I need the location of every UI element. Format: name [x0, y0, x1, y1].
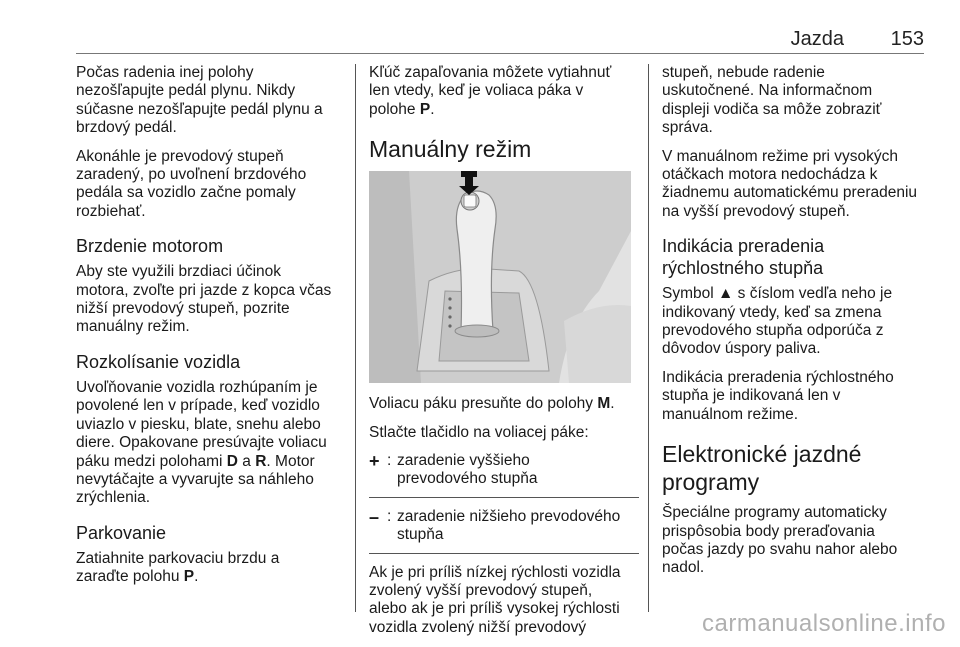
- gear-p: P: [183, 568, 195, 586]
- text-run: a: [237, 452, 256, 470]
- column-3: [662, 64, 932, 588]
- definition-text: zaradenie nižšieho prevodového stupňa: [397, 507, 621, 544]
- paragraph-rocking: [76, 379, 346, 508]
- gear-p: P: [419, 100, 431, 118]
- section-title: Jazda: [790, 28, 844, 50]
- column-2: [369, 64, 639, 647]
- paragraph-gear-engaged: Akonáhle je prevodový stupeň zaradený, po uvoľnení brzdového pedála sa vozidlo začne pomaly rozbiehať.: [76, 147, 307, 220]
- column-1: [76, 64, 346, 597]
- text-run: . Motor nevytáčajte a vyvarujte sa náhleho zrýchlenia.: [76, 452, 315, 507]
- column-divider-2: [648, 64, 649, 612]
- gear-r: R: [255, 452, 267, 470]
- plus-icon: +: [369, 451, 380, 472]
- heading-parking: Parkovanie: [76, 522, 167, 543]
- heading-shift-indicator: Indikácia preradenia rýchlostného stupňa: [662, 236, 825, 279]
- text-run: Symbol: [662, 285, 718, 303]
- paragraph-speed-warning: Ak je pri príliš nízkej rýchlosti vozidla zvolený vyšší prevodový stupeň, alebo ak je pri príliš vysokej rýchlosti vozidla zvolený nižší prevodový: [369, 563, 621, 636]
- triangle-up-icon: ▲: [718, 285, 734, 303]
- paragraph-programs: Špeciálne programy automaticky prispôsobia body preraďovania počas jazdy po svahu nahor alebo nadol.: [662, 504, 898, 577]
- text-run: s číslom vedľa neho je indikovaný vtedy, keď sa zmena prevodového stupňa odporúča z dôvodov úspory paliva.: [662, 285, 893, 358]
- paragraph-shift-warning: Počas radenia inej polohy nezošľapujte pedál plynu. Nikdy súčasne nezošľapujte pedál plynu a brzdový pedál.: [76, 64, 323, 137]
- paragraph-high-rpm: V manuálnom režime pri vysokých otáčkach motora nedochádza k žiadnemu automatickému preradeniu na vyšší prevodový stupeň.: [662, 147, 918, 220]
- minus-icon: –: [369, 506, 380, 527]
- paragraph-continued: stupeň, nebude radenie uskutočnené. Na informačnom displeji vodiča sa môže zobraziť správa.: [662, 64, 882, 137]
- gear-d: D: [226, 452, 238, 470]
- header-rule: [76, 53, 924, 54]
- colon: :: [387, 507, 392, 525]
- gear-lever-drawing: [369, 171, 631, 383]
- paragraph-parking: [76, 550, 346, 587]
- heading-engine-braking: Brzdenie motorom: [76, 236, 224, 257]
- gear-m: M: [597, 395, 611, 413]
- text-run: .: [194, 568, 199, 586]
- column-divider-1: [355, 64, 356, 612]
- text-run: Voliacu páku presuňte do polohy: [369, 395, 598, 413]
- page-header: [76, 28, 924, 54]
- definition-divider: [369, 553, 639, 554]
- text-run: Kľúč zapaľovania môžete vytiahnuť len vtedy, keď je voliaca páka v polohe: [369, 64, 612, 118]
- colon: :: [387, 452, 392, 470]
- gear-selector-illustration: [369, 171, 631, 383]
- paragraph-press-button: Stlačte tlačidlo na voliacej páke:: [369, 423, 589, 441]
- text-run: .: [430, 100, 435, 118]
- text-run: Uvoľňovanie vozidla rozhúpaním je povolené len v prípade, keď vozidlo uviazlo v piesku, blate, snehu alebo diere. Opakovane presúvajte voliacu páku medzi polohami: [76, 378, 327, 470]
- heading-electronic-programs: Elektronické jazdné programy: [662, 441, 862, 496]
- paragraph-move-lever: [369, 395, 639, 413]
- text-run: .: [610, 395, 615, 413]
- paragraph-engine-braking: Aby ste využili brzdiaci účinok motora, zvoľte pri jazde z kopca včas nižší prevodový stupeň, pozrite manuálny režim.: [76, 263, 332, 336]
- paragraph-indicator-manual: Indikácia preradenia rýchlostného stupňa je indikovaná len v manuálnom režime.: [662, 368, 894, 423]
- definition-downshift: [369, 508, 639, 545]
- definition-divider: [369, 497, 639, 498]
- definition-upshift: [369, 452, 639, 489]
- watermark: carmanualsonline.info: [702, 610, 946, 637]
- text-run: Zatiahnite parkovaciu brzdu a zaraďte polohu: [76, 549, 280, 586]
- heading-rocking: Rozkolísanie vozidla: [76, 351, 241, 372]
- definition-text: zaradenie vyššieho prevodového stupňa: [397, 452, 538, 488]
- heading-manual-mode: Manuálny režim: [369, 136, 532, 163]
- page-number: 153: [890, 28, 924, 50]
- paragraph-symbol: [662, 285, 932, 359]
- paragraph-ignition-key: [369, 64, 639, 119]
